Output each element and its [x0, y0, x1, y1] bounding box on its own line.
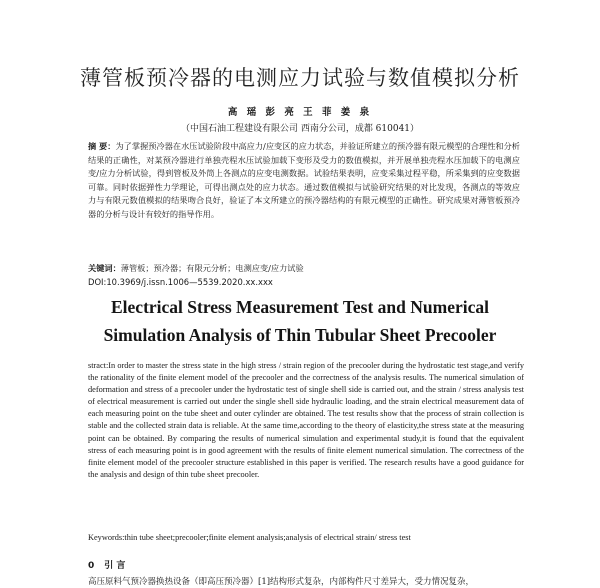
english-abstract: stract:In order to master the stress state in the high stress / strain region of the precooler during the hydrostatic test stage,and verify the rationality of the finite element model of the precooler and the correctness of the analysis results. The numerical simulation of deformation and stress of a precooler under the hydrostatic test of single shell side is carried out, and the strain / stress analysis test of electrical measurement is carried out under the single shell side hydraulic loading, and the strain electrical measurement data of each measuring point on the tube sheet and outer cylinder are obtained. The test results show that the process of strain collection is stable and the collected strain data is reliable. At the same time,according to the theory of elasticity,the stress state at the measuring point can be obtained. By comparing the results of numerical simulation and experimental study,it is found that the equivalent stress of each measuring point is in good agreement with the results of finite element numerical simulation. The correctness of the finite element model of the precooler structure established in this paper is verified. The research results have a good guidance for the analysis and design of thin tube sheet precooler.	[88, 361, 524, 479]
chinese-abstract	[88, 140, 520, 222]
section-heading	[88, 558, 135, 571]
chinese-keywords-label: 关键词：	[88, 263, 121, 273]
chinese-keywords	[88, 262, 520, 275]
section-number: 0	[88, 561, 95, 571]
chinese-abstract-label: 摘 要：	[88, 141, 116, 151]
chinese-keywords-text: 薄管板；预冷器；有限元分析；电测应变/应力试验	[120, 263, 304, 273]
chinese-affiliation: （中国石油工程建设有限公司 西南分公司，成都 610041）	[180, 124, 420, 134]
chinese-authors: 高 瑶 彭 亮 王 菲 姜 泉	[227, 107, 373, 118]
doi: DOI:10.3969/j.issn.1006—5539.2020.xx.xxx	[88, 277, 273, 287]
chinese-abstract-text: 为了掌握预冷器在水压试验阶段中高应力/应变区的应力状态，并验证所建立的预冷器有限元模型的合理性和分析结果的正确性，对某预冷器进行单独壳程水压试验加载下变形及受力的数值模拟，并开展单独壳程水压加载下的电测应变/应力分析试验，得到管板及外筒上各测点的应变电测数据。试验结果表明，应变采集过程平稳，所采集到的应变数据可靠。同时依据弹性力学理论，可得出测点处的应力状态。通过数值模拟与试验研究结果的对比发现，各测点的等效应力与有限元数值模拟的结果吻合良好，验证了本文所建立的预冷器结构的有限元模型的正确性。研究成果对薄管板预冷器的分析与设计有较好的指导作用。	[88, 141, 520, 219]
chinese-title: 薄管板预冷器的电测应力试验与数值模拟分析	[80, 66, 520, 90]
english-title-line-1: Electrical Stress Measurement Test and Numerical	[111, 297, 489, 317]
english-keywords: Keywords:thin tube sheet;precooler;finite element analysis;analysis of electrical strain/ stress test	[88, 533, 411, 542]
english-title-line-2: Simulation Analysis of Thin Tubular Sheet Precooler	[103, 325, 497, 345]
body-text-first-line: 高压原料气预冷器换热设备（即高压预冷器）[1]结构形式复杂，内部构件尺寸差异大，受力情况复杂，	[88, 577, 475, 587]
section-title: 引 言	[104, 561, 126, 571]
english-title	[0, 293, 600, 349]
